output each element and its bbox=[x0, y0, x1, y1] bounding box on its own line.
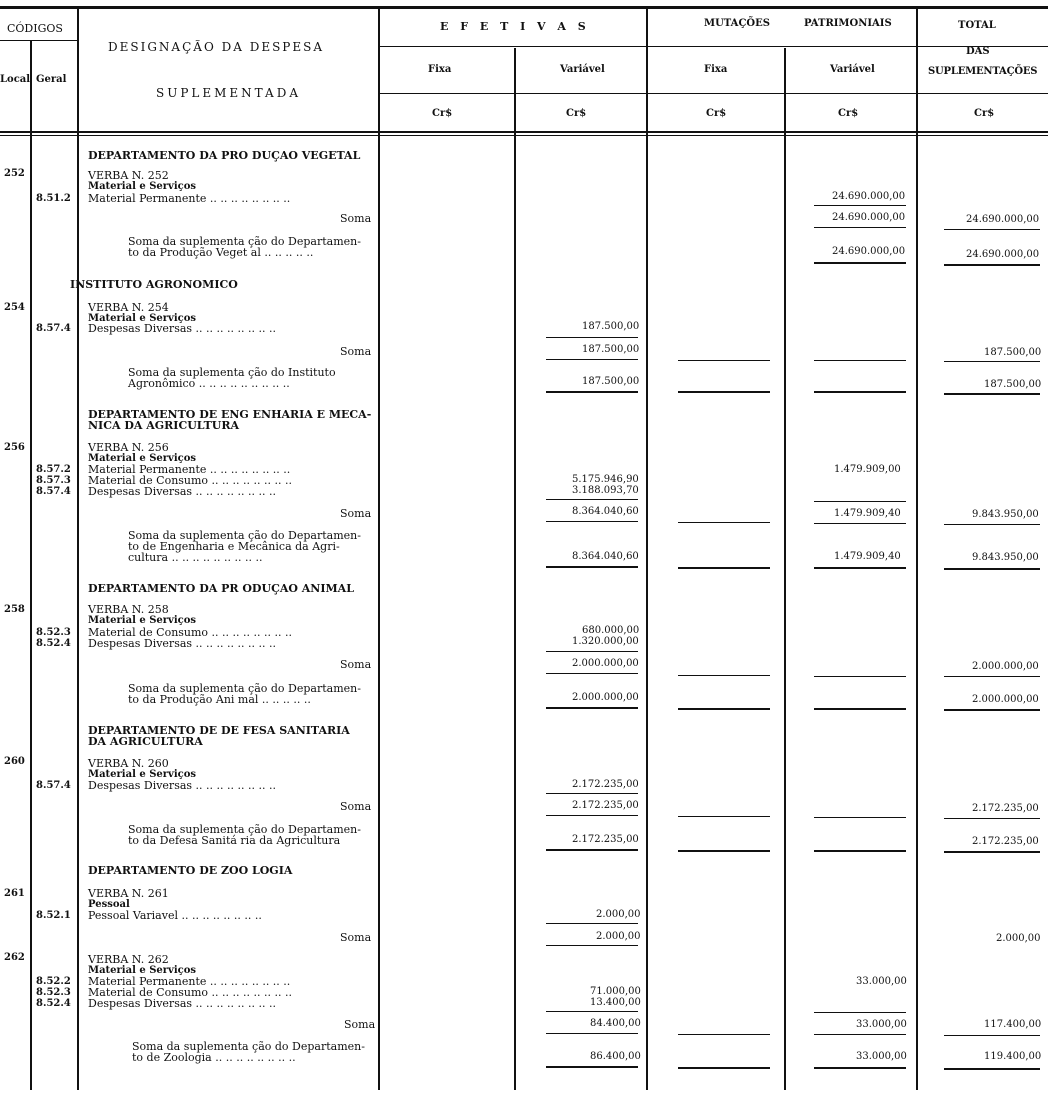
category-254: Material e Serviços bbox=[88, 313, 197, 324]
value-256-item1-pv: 1.479.909,00 bbox=[834, 464, 901, 475]
geral-code-262-3: 8.52.4 bbox=[36, 998, 71, 1009]
value-262-item1-pv: 33.000,00 bbox=[856, 976, 907, 987]
rule bbox=[546, 945, 638, 946]
value-258-sup-total: 2.000.000,00 bbox=[972, 694, 1039, 705]
rule bbox=[944, 524, 1040, 525]
header-efetiva-variavel: Variável bbox=[560, 64, 605, 75]
header-bottom-border bbox=[0, 131, 1048, 133]
value-258-soma-ev: 2.000.000,00 bbox=[572, 658, 639, 669]
header-currency-4: Cr$ bbox=[838, 108, 859, 119]
header-codigos: CÓDIGOS bbox=[7, 22, 63, 35]
value-260-soma-ev: 2.172.235,00 bbox=[572, 800, 639, 811]
item-252-1: Material Permanente .. .. .. .. .. .. .. .. bbox=[88, 192, 291, 205]
geral-code-258-1: 8.52.3 bbox=[36, 627, 71, 638]
col-line-patrimonial-fixa bbox=[784, 48, 786, 1090]
geral-code-262-2: 8.52.3 bbox=[36, 987, 71, 998]
section-title-256-2: NICA DA AGRICULTURA bbox=[88, 419, 240, 432]
rule bbox=[814, 1012, 906, 1013]
value-262-soma-ev: 84.400,00 bbox=[590, 1018, 641, 1029]
rule bbox=[814, 262, 906, 264]
value-256-soma-ev: 8.364.040,60 bbox=[572, 506, 639, 517]
local-code-254: 254 bbox=[4, 302, 25, 313]
rule bbox=[944, 1035, 1040, 1036]
sup-258-line1: Soma da suplementa ção do Departamen- bbox=[128, 682, 361, 695]
rule bbox=[546, 337, 638, 338]
rule bbox=[944, 393, 1040, 395]
rule bbox=[944, 818, 1040, 819]
col-line-efetiva-variavel bbox=[646, 8, 648, 1090]
header-bottom-border-2 bbox=[0, 135, 1048, 136]
item-258-2: Despesas Diversas .. .. .. .. .. .. .. .. bbox=[88, 637, 276, 650]
rule bbox=[814, 227, 906, 228]
item-261-1: Pessoal Variavel .. .. .. .. .. .. .. .. bbox=[88, 909, 262, 922]
rule bbox=[814, 1034, 906, 1035]
verba-258: VERBA N. 258 bbox=[88, 603, 169, 616]
header-patrimoniais: PATRIMONIAIS bbox=[804, 18, 892, 29]
rule bbox=[678, 816, 770, 817]
rule bbox=[678, 360, 770, 361]
geral-code-256-3: 8.57.4 bbox=[36, 486, 71, 497]
col-line-efetiva-fixa bbox=[514, 48, 516, 1090]
item-256-1: Material Permanente .. .. .. .. .. .. .. .. bbox=[88, 463, 291, 476]
item-262-3: Despesas Diversas .. .. .. .. .. .. .. .. bbox=[88, 997, 276, 1010]
value-262-soma-pv: 33.000,00 bbox=[856, 1019, 907, 1030]
header-line-sub bbox=[380, 93, 1048, 94]
section-title-zoologia: DEPARTAMENTO DE ZOO LOGIA bbox=[88, 864, 293, 877]
item-254-1: Despesas Diversas .. .. .. .. .. .. .. .. bbox=[88, 322, 276, 335]
value-252-sup-total: 24.690.000,00 bbox=[966, 249, 1040, 260]
value-261-soma-ev: 2.000,00 bbox=[596, 931, 641, 942]
value-254-item1-ev: 187.500,00 bbox=[582, 321, 640, 332]
geral-code-252-1: 8.51.2 bbox=[36, 193, 71, 204]
rule bbox=[814, 360, 906, 361]
geral-code-256-1: 8.57.2 bbox=[36, 464, 71, 475]
category-260: Material e Serviços bbox=[88, 769, 197, 780]
rule bbox=[546, 849, 638, 851]
sup-254-line1: Soma da suplementa ção do Instituto bbox=[128, 366, 336, 379]
section-title-254: INSTITUTO AGRONOMICO bbox=[70, 278, 238, 291]
header-patrimonial-fixa: Fixa bbox=[704, 64, 728, 75]
value-252-soma-total: 24.690.000,00 bbox=[966, 214, 1040, 225]
value-zoo-sup-ev: 86.400,00 bbox=[590, 1051, 641, 1062]
header-patrimonial-variavel: Variável bbox=[830, 64, 875, 75]
verba-261: VERBA N. 261 bbox=[88, 887, 169, 900]
value-256-item3-ev: 3.188.093,70 bbox=[572, 485, 639, 496]
section-title-260-1: DEPARTAMENTO DE DE FESA SANITARIA bbox=[88, 724, 350, 737]
value-252-soma-pv: 24.690.000,00 bbox=[832, 212, 906, 223]
sup-258-line2: to da Produção Ani mal .. .. .. .. .. bbox=[128, 693, 311, 706]
value-261-item1-ev: 2.000,00 bbox=[596, 909, 641, 920]
rule bbox=[546, 391, 638, 393]
rule bbox=[944, 264, 1040, 266]
rule bbox=[678, 708, 770, 710]
value-256-sup-total: 9.843.950,00 bbox=[972, 552, 1039, 563]
category-262: Material e Serviços bbox=[88, 965, 197, 976]
header-currency-2: Cr$ bbox=[566, 108, 587, 119]
col-line-local bbox=[30, 40, 32, 1090]
value-256-sup-pv: 1.479.909,40 bbox=[834, 551, 901, 562]
value-258-item2-ev: 1.320.000,00 bbox=[572, 636, 639, 647]
header-line-efetivas bbox=[380, 46, 1048, 47]
rule bbox=[546, 707, 638, 709]
value-zoo-sup-pv: 33.000,00 bbox=[856, 1051, 907, 1062]
sup-256-line3: cultura .. .. .. .. .. .. .. .. .. bbox=[128, 551, 263, 564]
value-256-soma-pv: 1.479.909,40 bbox=[834, 508, 901, 519]
header-currency-1: Cr$ bbox=[432, 108, 453, 119]
value-252-sup-pv: 24.690.000,00 bbox=[832, 246, 906, 257]
value-260-soma-total: 2.172.235,00 bbox=[972, 803, 1039, 814]
header-designacao-1: DESIGNAÇÃO DA DESPESA bbox=[108, 40, 325, 54]
col-line-geral bbox=[77, 8, 79, 1090]
verba-262: VERBA N. 262 bbox=[88, 953, 169, 966]
value-258-soma-total: 2.000.000,00 bbox=[972, 661, 1039, 672]
value-258-item1-ev: 680.000,00 bbox=[582, 625, 640, 636]
value-260-sup-total: 2.172.235,00 bbox=[972, 836, 1039, 847]
value-256-item2-ev: 5.175.946,90 bbox=[572, 474, 639, 485]
soma-label-252: Soma bbox=[340, 212, 372, 225]
item-260-1: Despesas Diversas .. .. .. .. .. .. .. .. bbox=[88, 779, 276, 792]
category-252: Material e Serviços bbox=[88, 181, 197, 192]
rule bbox=[814, 523, 906, 524]
rule bbox=[546, 1011, 638, 1012]
header-line-codigos bbox=[0, 40, 78, 41]
rule bbox=[678, 850, 770, 852]
verba-254: VERBA N. 254 bbox=[88, 301, 169, 314]
rule bbox=[814, 501, 906, 502]
header-efetiva-fixa: Fixa bbox=[428, 64, 452, 75]
geral-code-261-1: 8.52.1 bbox=[36, 910, 71, 921]
local-code-258: 258 bbox=[4, 604, 25, 615]
header-mutacoes: MUTAÇÕES bbox=[704, 18, 770, 29]
value-zoo-sup-total: 119.400,00 bbox=[984, 1051, 1042, 1062]
header-das: DAS bbox=[966, 46, 990, 57]
soma-label-254: Soma bbox=[340, 345, 372, 358]
verba-252: VERBA N. 252 bbox=[88, 169, 169, 182]
col-line-patrimonial-variavel bbox=[916, 8, 918, 1090]
category-261: Pessoal bbox=[88, 899, 130, 910]
rule bbox=[814, 391, 906, 393]
header-efetivas: E F E T I V A S bbox=[440, 20, 590, 33]
soma-label-260: Soma bbox=[340, 800, 372, 813]
value-262-item3-ev: 13.400,00 bbox=[590, 997, 641, 1008]
value-260-sup-ev: 2.172.235,00 bbox=[572, 834, 639, 845]
item-262-2: Material de Consumo .. .. .. .. .. .. .. .. bbox=[88, 986, 292, 999]
soma-label-258: Soma bbox=[340, 658, 372, 671]
soma-label-262: Soma bbox=[344, 1018, 376, 1031]
geral-code-256-2: 8.57.3 bbox=[36, 475, 71, 486]
rule bbox=[814, 850, 906, 852]
rule bbox=[944, 361, 1040, 362]
local-code-261: 261 bbox=[4, 888, 25, 899]
rule bbox=[814, 817, 906, 818]
rule bbox=[678, 1067, 770, 1069]
rule bbox=[814, 676, 906, 677]
rule bbox=[546, 923, 638, 924]
header-currency-5: Cr$ bbox=[974, 108, 995, 119]
rule bbox=[546, 1033, 638, 1034]
header-currency-3: Cr$ bbox=[706, 108, 727, 119]
sup-256-line2: to de Engenharia e Mecânica da Agri- bbox=[128, 540, 340, 553]
value-256-soma-total: 9.843.950,00 bbox=[972, 509, 1039, 520]
verba-260: VERBA N. 260 bbox=[88, 757, 169, 770]
rule bbox=[944, 709, 1040, 711]
item-258-1: Material de Consumo .. .. .. .. .. .. .. .. bbox=[88, 626, 292, 639]
local-code-260: 260 bbox=[4, 756, 25, 767]
section-title-260-2: DA AGRICULTURA bbox=[88, 735, 203, 748]
soma-label-261: Soma bbox=[340, 931, 372, 944]
sup-260-line1: Soma da suplementa ção do Departamen- bbox=[128, 823, 361, 836]
category-256: Material e Serviços bbox=[88, 453, 197, 464]
rule bbox=[944, 1068, 1040, 1070]
geral-code-258-2: 8.52.4 bbox=[36, 638, 71, 649]
geral-code-254-1: 8.57.4 bbox=[36, 323, 71, 334]
value-258-sup-ev: 2.000.000,00 bbox=[572, 692, 639, 703]
header-total: TOTAL bbox=[958, 20, 996, 31]
rule bbox=[678, 522, 770, 523]
sup-254-line2: Agronômico .. .. .. .. .. .. .. .. .. bbox=[128, 377, 290, 390]
top-border bbox=[0, 6, 1048, 9]
value-254-soma-ev: 187.500,00 bbox=[582, 344, 640, 355]
rule bbox=[814, 205, 906, 206]
local-code-262: 262 bbox=[4, 952, 25, 963]
rule bbox=[814, 1067, 906, 1069]
rule bbox=[678, 567, 770, 569]
sup-zoo-line1: Soma da suplementa ção do Departamen- bbox=[132, 1040, 365, 1053]
rule bbox=[546, 521, 638, 522]
sup-252-line2: to da Produção Veget al .. .. .. .. .. bbox=[128, 246, 314, 259]
verba-256: VERBA N. 256 bbox=[88, 441, 169, 454]
rule bbox=[546, 1066, 638, 1068]
rule bbox=[944, 568, 1040, 570]
rule bbox=[546, 359, 638, 360]
rule bbox=[546, 566, 638, 568]
category-258: Material e Serviços bbox=[88, 615, 197, 626]
item-256-3: Despesas Diversas .. .. .. .. .. .. .. .. bbox=[88, 485, 276, 498]
section-title-252: DEPARTAMENTO DA PRO DUÇAO VEGETAL bbox=[88, 149, 361, 162]
rule bbox=[944, 851, 1040, 853]
rule bbox=[678, 1034, 770, 1035]
geral-code-260-1: 8.57.4 bbox=[36, 780, 71, 791]
rule bbox=[944, 229, 1040, 230]
section-title-258: DEPARTAMENTO DA PR ODUÇAO ANIMAL bbox=[88, 582, 354, 595]
sup-260-line2: to da Defesa Sanitá ria da Agricultura bbox=[128, 834, 341, 847]
item-256-2: Material de Consumo .. .. .. .. .. .. .. .. bbox=[88, 474, 292, 487]
value-254-sup-ev: 187.500,00 bbox=[582, 376, 640, 387]
rule bbox=[678, 391, 770, 393]
value-262-item2-ev: 71.000,00 bbox=[590, 986, 641, 997]
value-256-sup-ev: 8.364.040,60 bbox=[572, 551, 639, 562]
local-code-256: 256 bbox=[4, 442, 25, 453]
value-260-item1-ev: 2.172.235,00 bbox=[572, 779, 639, 790]
rule bbox=[678, 675, 770, 676]
rule bbox=[944, 676, 1040, 677]
sup-zoo-line2: to de Zoologia .. .. .. .. .. .. .. .. bbox=[132, 1051, 296, 1064]
value-252-item1-pv: 24.690.000,00 bbox=[832, 191, 906, 202]
header-local: Local bbox=[0, 74, 31, 85]
local-code-252: 252 bbox=[4, 168, 25, 179]
rule bbox=[814, 708, 906, 710]
col-line-designacao bbox=[378, 8, 380, 1090]
rule bbox=[546, 793, 638, 794]
rule bbox=[814, 567, 906, 569]
sup-256-line1: Soma da suplementa ção do Departamen- bbox=[128, 529, 361, 542]
rule bbox=[546, 673, 638, 674]
value-262-soma-total: 117.400,00 bbox=[984, 1019, 1042, 1030]
soma-label-256: Soma bbox=[340, 507, 372, 520]
rule bbox=[546, 815, 638, 816]
header-designacao-2: SUPLEMENTADA bbox=[156, 86, 301, 100]
header-suplementacoes: SUPLEMENTAÇÕES bbox=[928, 66, 1038, 77]
value-261-soma-total: 2.000,00 bbox=[996, 933, 1041, 944]
sup-252-line1: Soma da suplementa ção do Departamen- bbox=[128, 235, 361, 248]
value-254-sup-total: 187.500,00 bbox=[984, 379, 1042, 390]
section-title-256-1: DEPARTAMENTO DE ENG ENHARIA E MECA- bbox=[88, 408, 372, 421]
rule bbox=[546, 499, 638, 500]
item-262-1: Material Permanente .. .. .. .. .. .. .. .. bbox=[88, 975, 291, 988]
header-geral: Geral bbox=[36, 74, 67, 85]
geral-code-262-1: 8.52.2 bbox=[36, 976, 71, 987]
rule bbox=[546, 651, 638, 652]
value-254-soma-total: 187.500,00 bbox=[984, 347, 1042, 358]
